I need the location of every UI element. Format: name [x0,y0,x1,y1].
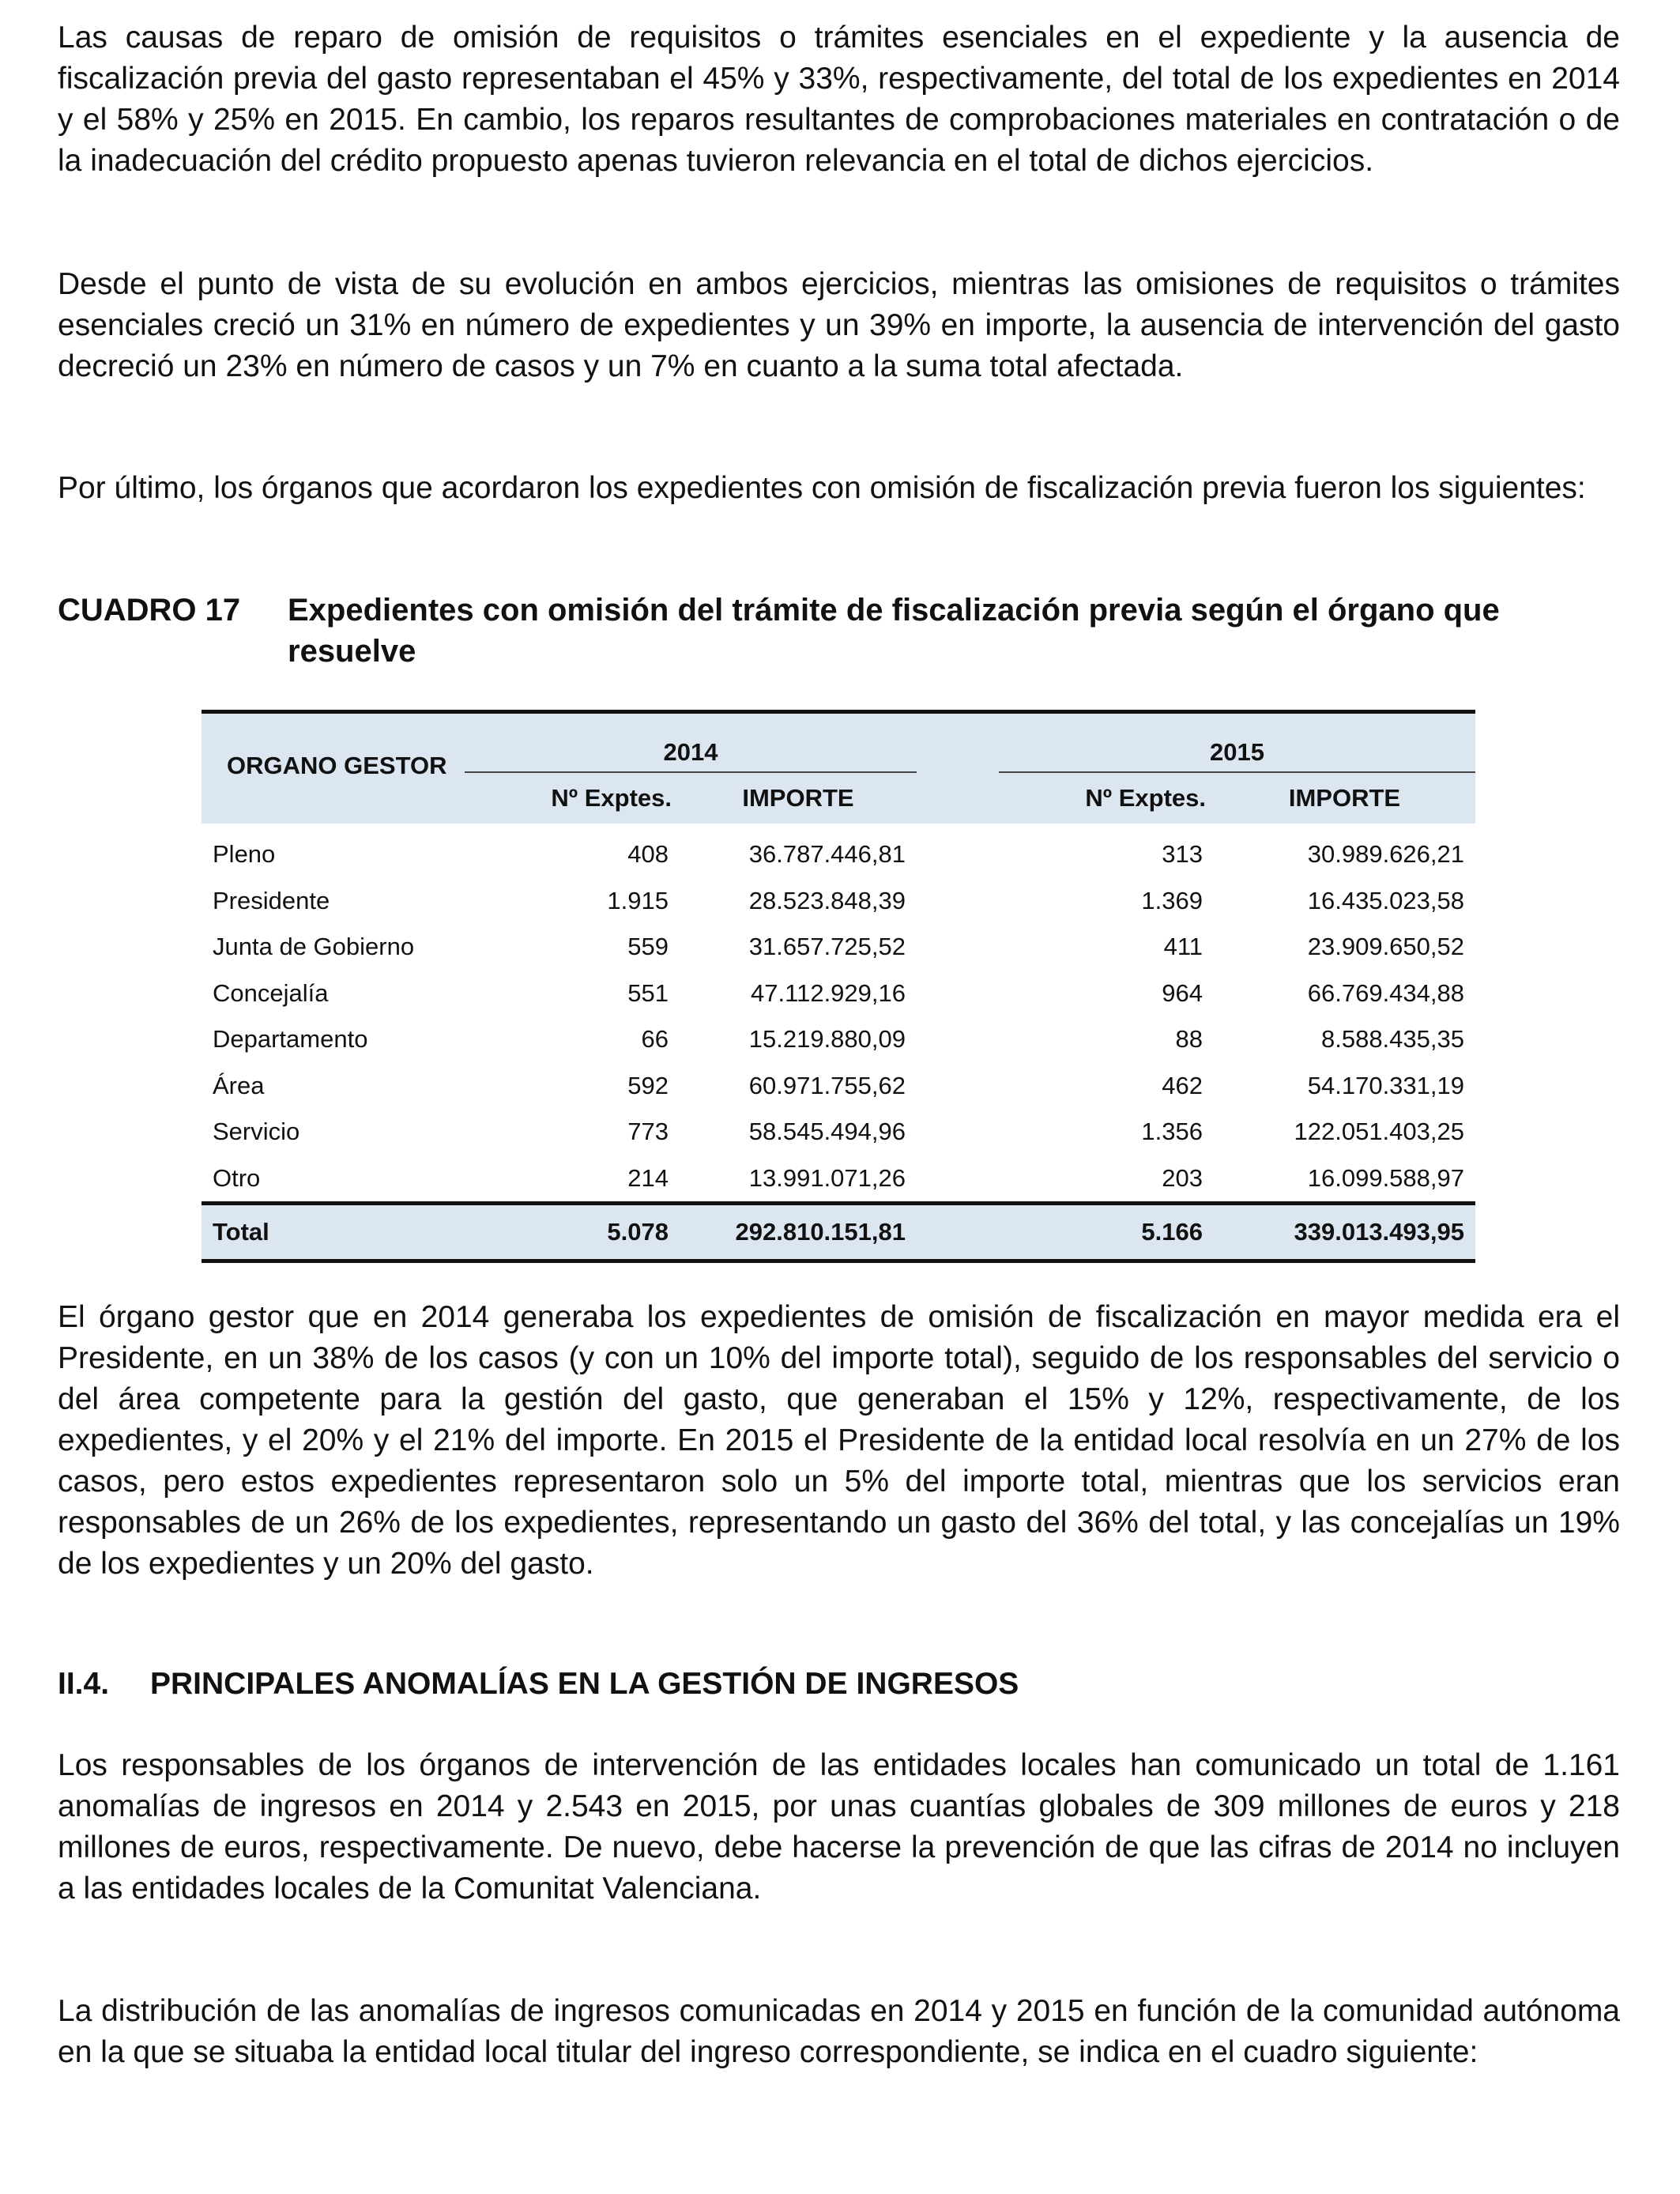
table-row [202,1016,1475,1063]
row-name: Concejalía [213,978,329,1007]
row-n2014: 551 [627,978,669,1007]
row-name: Presidente [213,886,330,914]
row-n2014: 1.915 [607,886,669,914]
row-i2014: 28.523.848,39 [748,886,906,914]
header-organo-gestor: ORGANO GESTOR [202,712,465,824]
row-i2015: 16.435.023,58 [1307,886,1464,914]
row-i2014: 36.787.446,81 [748,840,906,869]
row-n2014: 559 [627,933,669,961]
section-heading [58,1664,1019,1705]
row-i2014: 47.112.929,16 [751,978,906,1007]
table-total-row [202,1204,1475,1261]
row-n2014: 408 [627,840,669,869]
row-i2015: 30.989.626,21 [1307,840,1464,869]
row-i2015: 122.051.403,25 [1294,1118,1464,1146]
row-n2015: 411 [1163,933,1203,961]
row-name: Área [213,1071,265,1099]
header-num-2014: Nº Exptes. [465,773,680,824]
header-year-2014: 2014 [465,712,917,774]
total-n2014: 5.078 [465,1204,680,1261]
row-n2015: 1.369 [1141,886,1203,914]
row-name: Pleno [213,840,276,869]
table-row [202,1155,1475,1204]
table-row [202,1063,1475,1110]
row-i2014: 13.991.071,26 [748,1163,906,1192]
cuadro-label: CUADRO 17 [58,593,241,628]
table-row [202,878,1475,925]
row-i2015: 8.588.435,35 [1320,1025,1464,1054]
row-name: Otro [213,1163,261,1192]
table-row [202,1109,1475,1155]
row-n2014: 66 [641,1025,669,1054]
row-n2015: 1.356 [1141,1118,1203,1146]
table-row [202,971,1475,1017]
row-n2015: 203 [1162,1163,1203,1192]
header-year-2015: 2015 [999,712,1475,774]
paragraph-reparos-causas: Las causas de reparo de omisión de requisitos o trámites esenciales en el expediente y la ausencia de fiscalización previa del gasto representaban el 45% y 33%, respectivamente, del total de los expedientes en 2014 y el 58% y 25% en 2015. En cambio, los reparos resultantes de comprobaciones materiales en contratación o de la inadecuación del crédito propuesto apenas tuvieron relevancia en el total de dichos ejercicios. [58,21,1620,178]
row-name: Junta de Gobierno [213,933,415,961]
paragraph-organo-gestor: El órgano gestor que en 2014 generaba los expedientes de omisión de fiscalización en mayor medida era el Presidente, en un 38% de los casos (y con un 10% del importe total), seguido de los responsables del servicio o del área competente para la gestión del gasto, que generaban el 15% y 12%, respectivamente, de los expedientes, y el 20% y el 21% del importe. En 2015 el Presidente de la entidad local resolvía en un 27% de los casos, pero estos expedientes representaron solo un 5% del importe total, mientras que los servicios eran responsables de un 26% de los expedientes, representando un gasto del 36% del total, y las concejalías un 19% de los expedientes y un 20% del gasto. [58,1300,1620,1581]
section-title: PRINCIPALES ANOMALÍAS EN LA GESTIÓN DE INGRESOS [150,1667,1019,1701]
paragraph-distribucion: La distribución de las anomalías de ingresos comunicadas en 2014 y 2015 en función de la comunidad autónoma en la que se situaba la entidad local titular del ingreso correspondiente, se indica en el cuadro siguiente: [58,1994,1620,2069]
row-n2015: 313 [1162,840,1203,869]
total-i2015: 339.013.493,95 [1214,1204,1475,1261]
header-importe-2015: IMPORTE [1214,773,1475,824]
expedientes-table [202,710,1475,1263]
row-i2014: 60.971.755,62 [748,1071,906,1099]
row-name: Servicio [213,1118,300,1146]
row-n2014: 773 [627,1118,669,1146]
row-i2015: 66.769.434,88 [1307,978,1464,1007]
section-number: II.4. [58,1667,110,1701]
header-spacer [917,712,999,774]
header-spacer-2 [917,773,999,824]
total-name: Total [202,1204,465,1261]
row-n2015: 964 [1162,978,1203,1007]
row-name: Departamento [213,1025,368,1054]
table-row [202,924,1475,971]
row-n2015: 462 [1162,1071,1203,1099]
row-n2015: 88 [1175,1025,1203,1054]
header-num-2015: Nº Exptes. [999,773,1214,824]
header-importe-2014: IMPORTE [680,773,917,824]
cuadro-title: Expedientes con omisión del trámite de fiscalización previa según el órgano que resuelve [288,593,1500,669]
paragraph-evolucion: Desde el punto de vista de su evolución en ambos ejercicios, mientras las omisiones de requisitos o trámites esenciales creció un 31% en número de expedientes y un 39% en importe, la ausencia de intervención del gasto decreció un 23% en número de casos y un 7% en cuanto a la suma total afectada. [58,267,1620,383]
row-i2015: 23.909.650,52 [1307,933,1464,961]
table-row [202,824,1475,878]
paragraph-organos-intro: Por último, los órganos que acordaron los expedientes con omisión de fiscalización previa fueron los siguientes: [58,471,1586,505]
row-i2015: 16.099.588,97 [1307,1163,1464,1192]
row-i2014: 31.657.725,52 [748,933,906,961]
total-i2014: 292.810.151,81 [680,1204,917,1261]
row-i2015: 54.170.331,19 [1307,1071,1464,1099]
paragraph-anomalias-ingresos: Los responsables de los órganos de intervención de las entidades locales han comunicado un total de 1.161 anomalías de ingresos en 2014 y 2.543 en 2015, por unas cuantías globales de 309 millones de euros y 218 millones de euros, respectivamente. De nuevo, debe hacerse la prevención de que las cifras de 2014 no incluyen a las entidades locales de la Comunitat Valenciana. [58,1748,1620,1906]
row-n2014: 592 [627,1071,669,1099]
total-n2015: 5.166 [999,1204,1214,1261]
row-i2014: 58.545.494,96 [748,1118,906,1146]
row-n2014: 214 [627,1163,669,1192]
row-i2014: 15.219.880,09 [748,1025,906,1054]
